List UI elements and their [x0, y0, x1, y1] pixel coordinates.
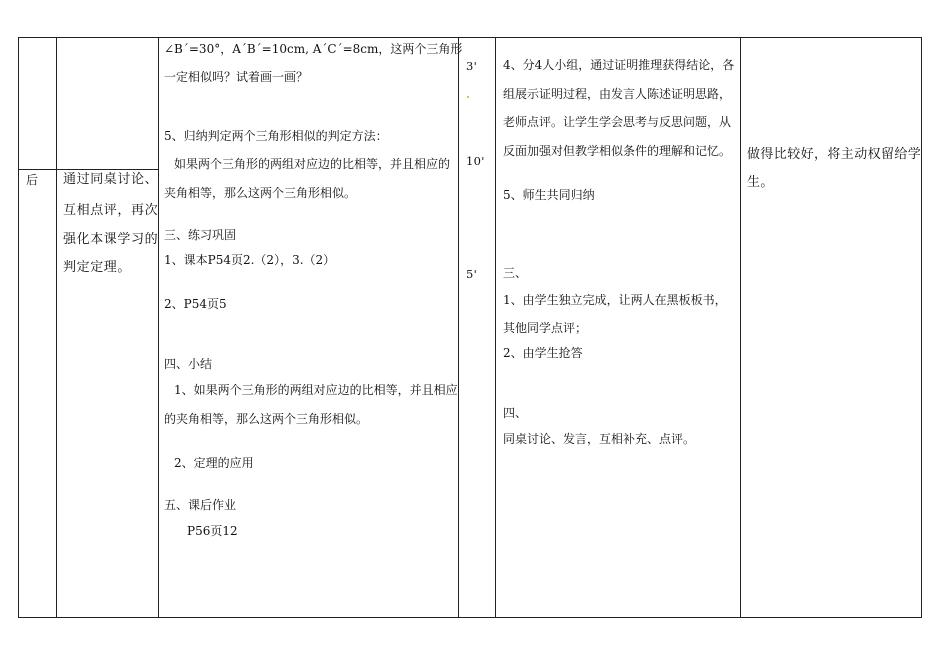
reflection-line: 生。	[747, 175, 774, 190]
activity-line: 三、	[503, 266, 528, 280]
content-line: P56页12	[187, 524, 238, 538]
table-right-border	[921, 37, 922, 617]
time-value: 10'	[466, 154, 485, 168]
content-line: 三、练习巩固	[164, 228, 237, 242]
activity-line: 4、分4人小组，通过证明推理获得结论，各	[503, 58, 735, 72]
activity-line: 2、由学生抢答	[503, 346, 583, 360]
content-line: 1、如果两个三角形的两组对应边的比相等，并且相应	[174, 383, 458, 397]
activity-line: 四、	[503, 406, 528, 420]
table-bottom-border	[18, 617, 922, 618]
content-line: 一定相似吗？试着画一画？	[164, 70, 309, 84]
objective-line: 互相点评，再次	[63, 203, 159, 218]
column-divider-4	[495, 37, 496, 617]
content-line: 5、归纳判定两个三角形相似的判定方法：	[164, 129, 388, 143]
table-top-border	[18, 37, 922, 38]
column-divider-2	[158, 37, 159, 617]
row-divider	[18, 169, 158, 170]
content-line: 2、P54页5	[164, 297, 227, 311]
content-line: 1、课本P54页2.（2），3.（2）	[164, 253, 336, 267]
content-line: 的夹角相等，那么这两个三角形相似。	[164, 412, 369, 426]
content-line: 2、定理的应用	[174, 456, 254, 470]
activity-line: 组展示证明过程，由发言人陈述证明思路，	[503, 87, 732, 101]
content-line: 夹角相等，那么这两个三角形相似。	[164, 186, 357, 200]
activity-line: 同桌讨论、发言，互相补充、点评。	[503, 432, 696, 446]
content-line: 如果两个三角形的两组对应边的比相等，并且相应的	[174, 157, 451, 171]
objective-line: 强化本课学习的	[63, 232, 159, 247]
content-line: ∠B´=30°，A´B´=10cm, A´C´=8cm，这两个三角形	[164, 42, 463, 56]
table-left-border	[18, 37, 19, 617]
activity-line: 其他同学点评；	[503, 321, 588, 335]
time-value: 5'	[466, 267, 478, 281]
objective-line: 判定定理。	[63, 260, 132, 275]
activity-line: 1、由学生独立完成，让两人在黑板板书，	[503, 293, 727, 307]
column-divider-1	[56, 37, 57, 617]
objective-line: 通过同桌讨论、	[63, 172, 159, 187]
time-value: 3'	[466, 59, 478, 73]
reflection-line: 做得比较好，将主动权留给学	[747, 147, 922, 162]
column-divider-5	[740, 37, 741, 617]
activity-line: 5、师生共同归纳	[503, 188, 595, 202]
content-line: 五、课后作业	[164, 498, 237, 512]
activity-line: 老师点评。让学生学会思考与反思问题，从	[503, 115, 732, 129]
stage-label: 后	[26, 173, 39, 187]
activity-line: 反面加强对但教学相似条件的理解和记忆。	[503, 144, 732, 158]
mark-dot	[467, 96, 469, 98]
content-line: 四、小结	[164, 357, 213, 371]
column-divider-3	[458, 37, 459, 617]
